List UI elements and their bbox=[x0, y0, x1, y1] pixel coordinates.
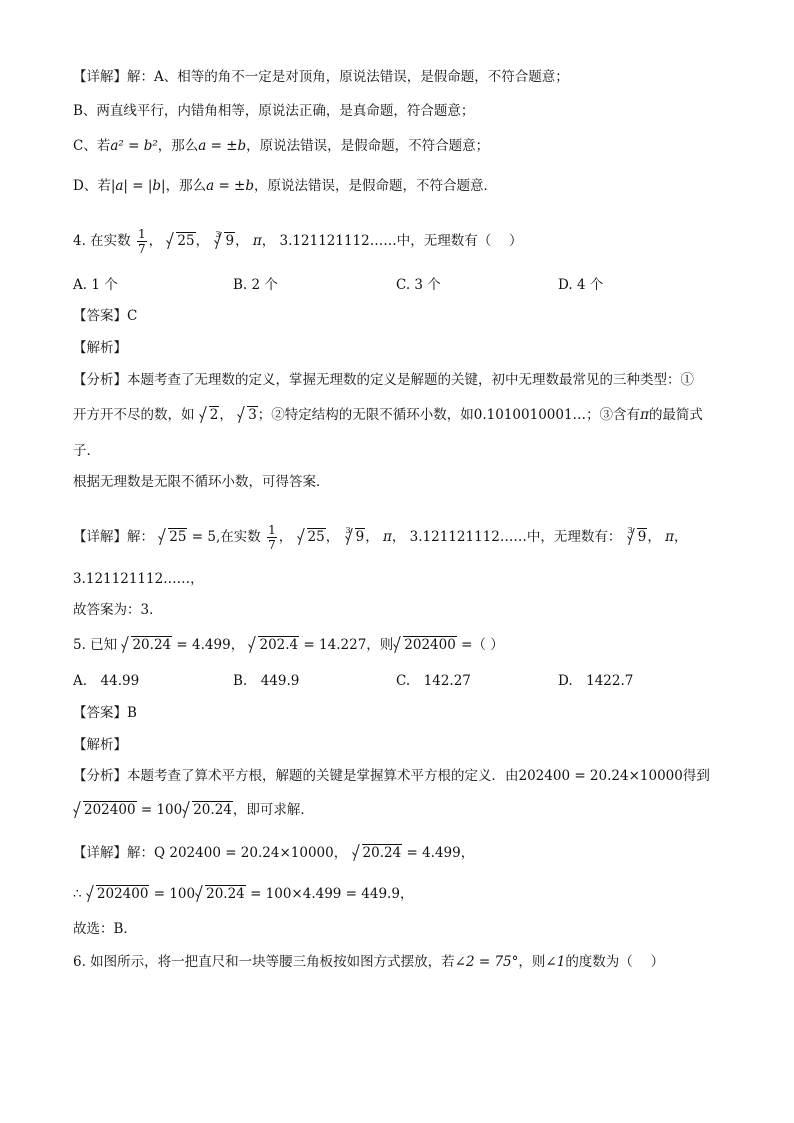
q5-stem-suffix: =（ ） bbox=[461, 637, 504, 653]
sep: ， bbox=[195, 233, 210, 249]
q5-analysis-2 bbox=[73, 800, 754, 820]
pi-symbol: π bbox=[665, 529, 674, 545]
q4-analysis-3: 子． bbox=[73, 443, 100, 459]
sqrt-20-24 bbox=[183, 800, 233, 820]
q5-analysis-1-text: 【分析】本题考查了算术平方根，解题的关键是掌握算术平方根的定义．由 bbox=[73, 768, 519, 784]
radicand: 202400 bbox=[84, 802, 136, 818]
radicand: 9 bbox=[225, 233, 235, 249]
q4-answer: 【答案】C bbox=[73, 308, 138, 324]
q5-detail-eq2: = 4.499 bbox=[406, 845, 461, 861]
q5-stem: 5. 已知 20.24 = 4.499， 202.4 = 14.227，则 202400 =（ ） bbox=[73, 637, 504, 653]
therefore-symbol: ∴ bbox=[73, 886, 82, 902]
q5-analysis-1-eq: 202400 = 20.24×10000 bbox=[518, 768, 683, 784]
q5-detail: 【详解】解：Q 202400 = 20.24×10000， 20.24 = 4.499， bbox=[73, 845, 475, 861]
q5-option-b: B. 449.9 bbox=[233, 673, 300, 689]
q3-d-conclusion: a = ±b bbox=[206, 178, 255, 194]
sep: ， bbox=[325, 529, 340, 545]
q5-chain-a: = 100 bbox=[153, 886, 196, 902]
q5-value-1: = 4.499 bbox=[176, 637, 231, 653]
q5-analysis-2-eq: = 100 bbox=[140, 802, 183, 818]
radicand: 202400 bbox=[404, 637, 456, 653]
q3-c-conclusion: a = ±b bbox=[198, 138, 247, 154]
q4-detail-mid: ,在实数 bbox=[215, 529, 261, 545]
q5-value-2: = 14.227 bbox=[303, 637, 367, 653]
sep: ， bbox=[674, 529, 688, 545]
sep: ， bbox=[278, 529, 293, 545]
q4-analysis-2-suffix: ；③含有 bbox=[586, 407, 641, 423]
q5-stem-mid: ，则 bbox=[366, 637, 394, 653]
q4-conclusion: 故答案为：3． bbox=[73, 602, 163, 618]
q5-analysis-2-suffix: ，即可求解． bbox=[232, 802, 314, 818]
q4-detail-prefix: 【详解】解： bbox=[73, 529, 154, 545]
q4-option-c: C. 3 个 bbox=[396, 277, 441, 293]
sqrt-20-24 bbox=[122, 635, 172, 655]
q5-conclusion: 故选：B． bbox=[73, 921, 137, 937]
sep: ， bbox=[647, 529, 661, 545]
q6-stem bbox=[73, 952, 754, 972]
sep: ， bbox=[365, 529, 379, 545]
q4-analysis-2-prefix: 开方开不尽的数，如 bbox=[73, 407, 195, 423]
q4-stem-prefix: 4. 在实数 bbox=[73, 233, 131, 249]
radicand: 20.24 bbox=[206, 886, 245, 902]
q5-chain-b: = 100×4.499 = 449.9 bbox=[250, 886, 400, 902]
q3-c-mid: ，那么 bbox=[157, 138, 199, 154]
q5-option-c: C. 142.27 bbox=[396, 673, 471, 689]
q5-detail-eq: 202400 = 20.24×10000 bbox=[169, 845, 334, 861]
radicand: 9 bbox=[637, 529, 647, 545]
q4-stem-suffix: 中，无理数有（ ） bbox=[396, 233, 523, 249]
q4-detail-cont: 3.121121112……， bbox=[73, 571, 204, 587]
sep: ， bbox=[333, 845, 348, 861]
cube-root-index: 3 bbox=[627, 526, 633, 535]
sep: ， bbox=[148, 233, 163, 249]
radicand: 20.24 bbox=[132, 637, 172, 653]
radicand: 2 bbox=[209, 407, 219, 423]
q4-option-d: D. 4 个 bbox=[558, 277, 604, 293]
sqrt-2 bbox=[200, 405, 220, 425]
q5-jiexi: 【解析】 bbox=[73, 737, 127, 753]
frac-denominator: 7 bbox=[137, 242, 146, 256]
q3-d-prefix: D、若 bbox=[73, 178, 111, 194]
q5-option-a: A. 44.99 bbox=[73, 673, 140, 689]
sqrt-202-4 bbox=[249, 635, 299, 655]
q3-detail-c bbox=[73, 136, 754, 156]
q6-stem-mid: ，则 bbox=[518, 954, 546, 970]
sqrt-25 bbox=[159, 527, 187, 547]
q4-option-a: A. 1 个 bbox=[73, 277, 118, 293]
cbrt-9 bbox=[346, 527, 366, 547]
radicand: 25 bbox=[307, 529, 325, 545]
radicand: 9 bbox=[355, 529, 365, 545]
q4-option-b: B. 2 个 bbox=[233, 277, 278, 293]
q3-c-equation: a² = b² bbox=[110, 138, 158, 154]
frac-denominator: 7 bbox=[268, 538, 276, 552]
radicand: 3 bbox=[248, 407, 257, 423]
sqrt-25 bbox=[298, 527, 326, 547]
cbrt-9 bbox=[628, 527, 648, 547]
cube-root-index: 3 bbox=[215, 230, 221, 239]
q5-analysis-1 bbox=[73, 766, 754, 786]
q6-angle-2: ∠2 = 75° bbox=[454, 954, 519, 970]
q4-analysis-1: 【分析】本题考查了无理数的定义，掌握无理数的定义是解题的关键，初中无理数最常见的三种类型：① bbox=[73, 372, 694, 388]
sep: ， bbox=[391, 529, 406, 545]
repeating-decimal: 3.121121112…… bbox=[279, 233, 397, 249]
frac-numerator: 1 bbox=[268, 523, 276, 537]
q6-stem-prefix: 6. 如图所示，将一把直尺和一块等腰三角板按如图方式摆放，若 bbox=[73, 954, 455, 970]
radicand: 202400 bbox=[96, 886, 149, 902]
sqrt-202400 bbox=[74, 800, 137, 820]
pi-symbol: π bbox=[640, 407, 649, 423]
fraction-one-seventh bbox=[267, 523, 277, 552]
q4-analysis-2-mid: ；②特定结构的无限不循环小数，如 bbox=[257, 407, 474, 423]
q5-detail-prefix: 【详解】解：Q bbox=[73, 845, 166, 861]
q5-option-d: D. 1422.7 bbox=[558, 673, 634, 689]
q5-answer: 【答案】B bbox=[73, 705, 137, 721]
sqrt-25 bbox=[167, 231, 195, 251]
q3-d-equation: |a| = |b| bbox=[110, 178, 166, 194]
q3-c-suffix: ，原说法错误，是假命题，不符合题意； bbox=[246, 138, 490, 154]
q4-analysis-4: 根据无理数是无限不循环小数，可得答案． bbox=[73, 474, 330, 490]
sep: ， bbox=[235, 233, 249, 249]
q4-detail-eq: = 5 bbox=[191, 529, 216, 545]
radicand: 20.24 bbox=[362, 845, 402, 861]
radicand: 25 bbox=[169, 529, 187, 545]
q5-analysis-1-end: 得到 bbox=[682, 768, 710, 784]
sqrt-20-24 bbox=[196, 884, 246, 904]
repeating-decimal: 3.121121112…… bbox=[409, 529, 527, 545]
sqrt-3 bbox=[238, 405, 258, 425]
frac-numerator: 1 bbox=[137, 227, 146, 241]
fraction-one-seventh bbox=[137, 227, 147, 256]
cbrt-9 bbox=[215, 231, 235, 251]
sqrt-202400 bbox=[394, 635, 457, 655]
radicand: 20.24 bbox=[193, 802, 232, 818]
pi-symbol: π bbox=[382, 529, 392, 545]
q4-jiexi: 【解析】 bbox=[73, 340, 127, 356]
radicand: 25 bbox=[177, 233, 195, 249]
q3-c-prefix: C、若 bbox=[73, 138, 111, 154]
q6-stem-suffix: 的度数为（ ） bbox=[565, 954, 665, 970]
cube-root-index: 3 bbox=[345, 526, 351, 535]
sqrt-202400 bbox=[87, 884, 150, 904]
q6-angle-1: ∠1 bbox=[545, 954, 566, 970]
sep: ， bbox=[261, 233, 276, 249]
q4-detail-suffix: 中，无理数有： bbox=[526, 529, 622, 545]
q4-stem bbox=[73, 225, 754, 256]
q5-stem-prefix: 5. 已知 bbox=[73, 637, 118, 653]
q3-detail-b: B、两直线平行，内错角相等，原说法正确，是真命题，符合题意； bbox=[73, 103, 475, 119]
q3-d-suffix: ，原说法错误，是假命题，不符合题意． bbox=[254, 178, 498, 194]
q4-analysis-2-decimal: 0.1010010001… bbox=[473, 407, 587, 423]
q4-analysis-2-end: 的最简式 bbox=[648, 407, 703, 423]
q5-chain-end: ， bbox=[399, 886, 414, 902]
q4-detail bbox=[73, 521, 754, 552]
q3-detail-d bbox=[73, 176, 754, 196]
q3-d-mid: ，那么 bbox=[165, 178, 207, 194]
q3-detail-a: 【详解】解：A、相等的角不一定是对顶角，原说法错误，是假命题，不符合题意； bbox=[73, 69, 569, 85]
sqrt-20-24 bbox=[353, 843, 403, 863]
radicand: 202.4 bbox=[259, 637, 299, 653]
pi-symbol: π bbox=[252, 233, 262, 249]
q5-chain bbox=[73, 884, 754, 904]
q4-analysis-2: 开方开不尽的数，如 2， 3；②特定结构的无限不循环小数，如0.1010010001…；③含有π的最简式 bbox=[73, 407, 703, 423]
